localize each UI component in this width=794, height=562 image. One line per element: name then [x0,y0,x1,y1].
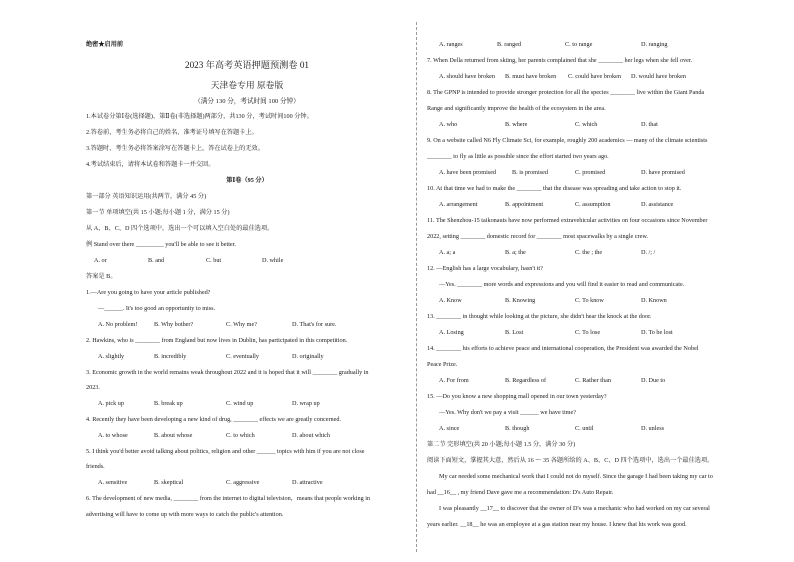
option-d: D. unless [641,425,665,432]
option-b: B. where [505,121,528,128]
question-text: 8. The GPNP is intended to provide stronger protection for all the species ________ live within the Giant Panda [427,89,705,96]
passage-line: had __16__ , my friend Dave gave me a recommendation: D's Auto Repair. [427,489,614,496]
option-c: C. aggressive [226,479,260,486]
option-a: A. a; a [439,249,456,256]
question-text: Peace Prize. [427,361,458,368]
option-d: D. /; / [641,249,656,256]
option-c: C. which [575,121,598,128]
option-c: C. Rather than [575,377,611,384]
option-d: D. That's for sure. [292,321,337,328]
option-a: A. slightly [98,353,125,360]
option-b: B. though [505,425,530,432]
option-d: D. about which [292,432,330,439]
option-d: D. while [262,257,284,264]
section-heading: 第一节 单项填空(共 15 小题;每小题 1 分，满分 15 分) [86,209,230,216]
option-c: C. to which [226,432,255,439]
question-text: Range and significantly improve the health of the ecosystem in the area. [427,105,606,112]
option-b: B. is promised [512,169,548,176]
option-c: C. could have broken [568,73,621,80]
option-c: C. To know [575,297,604,304]
question-text: 11. The Shenzhou-15 taikonauts have now performed extravehicular activities on four occasions since November [427,217,708,224]
exam-subtitle: 天津卷专用 原卷版 [210,80,284,90]
option-a: A. should have broken [439,73,496,80]
option-c: C. Why me? [226,321,257,328]
option-a: A. Losing [439,329,464,336]
option-a: A. since [439,425,460,432]
option-a: A. sensitive [98,479,128,486]
option-c: C. To lose [575,329,601,336]
question-text: friends. [86,463,105,470]
option-d: D. would have broken [631,73,686,80]
part-title: 第Ⅰ卷（95 分） [226,177,268,184]
option-a: A. No problem! [98,321,138,328]
option-d: D. have promised [641,169,685,176]
exam-meta: （满分 130 分，考试时间 100 分钟） [194,98,300,105]
example-stem: 例 Stand over there _________ you'll be able to see it better. [86,241,236,248]
option-c: C. eventually [226,353,259,360]
question-text: 7. When Della returned from skiing, her parents complained that she ________ her legs when she fell over. [427,57,693,64]
question-text: 1.—Are you going to have your article published? [86,289,211,296]
option-a: A. have been promised [439,169,497,176]
option-b: B. Why bother? [154,321,194,328]
option-a: A. For from [439,377,469,384]
question-text: 10. At that time we had to make the ________ that the disease was spreading and take action to stop it. [427,185,682,192]
option-c: C. but [206,257,222,264]
option-b: B. break up [154,400,183,407]
option-d: D. wrap up [292,400,320,407]
option-a: A. arrangement [439,201,478,208]
question-text: 3. Economic growth in the world remains weak throughout 2022 and it is hoped that it will ________ gradually in [86,369,369,376]
instruction-line: 2.答卷前，考生务必将自己的姓名、准考证号填写在答题卡上。 [86,129,258,136]
section-instruction: 阅读下面短文，掌握其大意，然后从 16 ～ 35 各题所给的 A、B、C、D 四个选项中，选出一个最佳选项。 [427,457,714,464]
section-heading: 第二节 完形填空(共 20 小题;每小题 1.5 分，满分 30 分) [427,441,576,448]
option-a: A. pick up [98,400,124,407]
question-text: 2023. [86,384,100,391]
left-column [86,0,408,562]
option-c: C. to range [565,41,593,48]
section-instruction: 从 A、B、C、D 四个选项中，选出一个可以填入空白处的最佳选项。 [86,225,274,232]
question-text: 12. —English has a large vocabulary, hasn't it? [427,265,543,272]
option-b: B. skeptical [154,479,184,486]
exam-title: 2023 年高考英语押题预测卷 01 [184,60,310,70]
option-c: C. assumption [575,201,611,208]
option-d: D. ranging [641,41,668,48]
option-d: D. assistance [641,201,674,208]
instruction-line: 4.考试结束后，请将本试卷和答题卡一并交回。 [86,161,215,168]
option-d: D. Known [641,297,667,304]
instruction-line: 1.本试卷分第Ⅰ卷(选择题)、第Ⅱ卷(非选择题)两部分，共130 分，考试时间100 分钟。 [86,113,313,120]
question-text: 13. ________ in thought while looking at the picture, she didn't hear the knock at the door. [427,313,652,320]
question-text: —Yes. ________ more words and expressions and you will find it easier to read and communicate. [439,281,685,288]
question-text: —______. It's too good an opportunity to miss. [98,305,216,312]
option-b: B. a; the [505,249,526,256]
option-d: D. attractive [292,479,323,486]
option-b: B. Regardless of [505,377,547,384]
option-c: C. until [575,425,594,432]
question-text: 15. —Do you know a new shopping mall opened in our town yesterday? [427,393,607,400]
option-b: B. and [148,257,165,264]
question-text: 9. On a website called N6 Fly Climate Sci, for example, roughly 200 academics — many of the climate scientists [427,137,708,144]
section-heading: 第一部分 英语知识运用(共两节，满分 45 分) [86,193,207,200]
passage-line: I was pleasantly __17__ to discover that the owner of D's was a mechanic who had worked on my car several [439,505,710,512]
question-text: 2022, setting ________ domestic record for ________ most spacewalks by a single crew. [427,233,648,240]
question-text: ________ to fly as little as possible since the effort started two years ago. [427,153,609,160]
option-b: B. must have broken [505,73,557,80]
question-text: advertising will have to come up with more ways to catch the public's attention. [86,511,284,518]
option-b: B. Knowing [505,297,536,304]
passage-line: My car needed some mechanical work that I could not do myself. Since the garage I had been taking my car to [439,473,713,480]
instruction-line: 3.答题时，考生务必将答案涂写在答题卡上，答在试卷上的无效。 [86,145,264,152]
question-text: 4. Recently they have been developing a new kind of drug, ________ effects we are greatly concerned. [86,416,342,423]
example-answer: 答案是 B。 [86,273,117,280]
question-text: 6. The development of new media, ________ from the internet to digital television，means that people working in [86,495,371,502]
option-b: B. incredibly [154,353,187,360]
option-c: C. wind up [226,400,254,407]
option-a: A. ranges [439,41,463,48]
confidential-label: 绝密★启用前 [86,41,124,48]
passage-line: years earlier. __18__ he was an employee at a gas station near my house. I knew that his work was good. [427,521,687,528]
option-b: B. Lost [505,329,524,336]
right-column [427,0,749,562]
option-a: A. or [94,257,107,264]
option-a: A. to whose [98,432,128,439]
option-a: A. who [439,121,458,128]
option-a: A. Know [439,297,462,304]
question-text: —Yes. Why don't we pay a visit ______ we have time? [439,409,576,416]
option-d: D. originally [292,353,324,360]
question-text: 2. Hawkins, who is ________ from England but now lives in Dublin, has participated in this competition. [86,337,348,344]
question-text: 5. I think you'd better avoid talking about politics, religion and other ______ topics with him if you are not close [86,448,365,455]
option-b: B. ranged [497,41,522,48]
question-text: 14. ________ his efforts to achieve peace and international cooperation, the President was awarded the Nobel [427,345,699,352]
option-b: B. about whose [154,432,193,439]
option-d: D. Due to [641,377,666,384]
option-b: B. appointment [505,201,544,208]
column-divider [416,22,417,552]
option-d: D. that [641,121,658,128]
option-c: C. promised [575,169,606,176]
option-c: C. the ; the [575,249,603,256]
option-d: D. To be lost [641,329,673,336]
